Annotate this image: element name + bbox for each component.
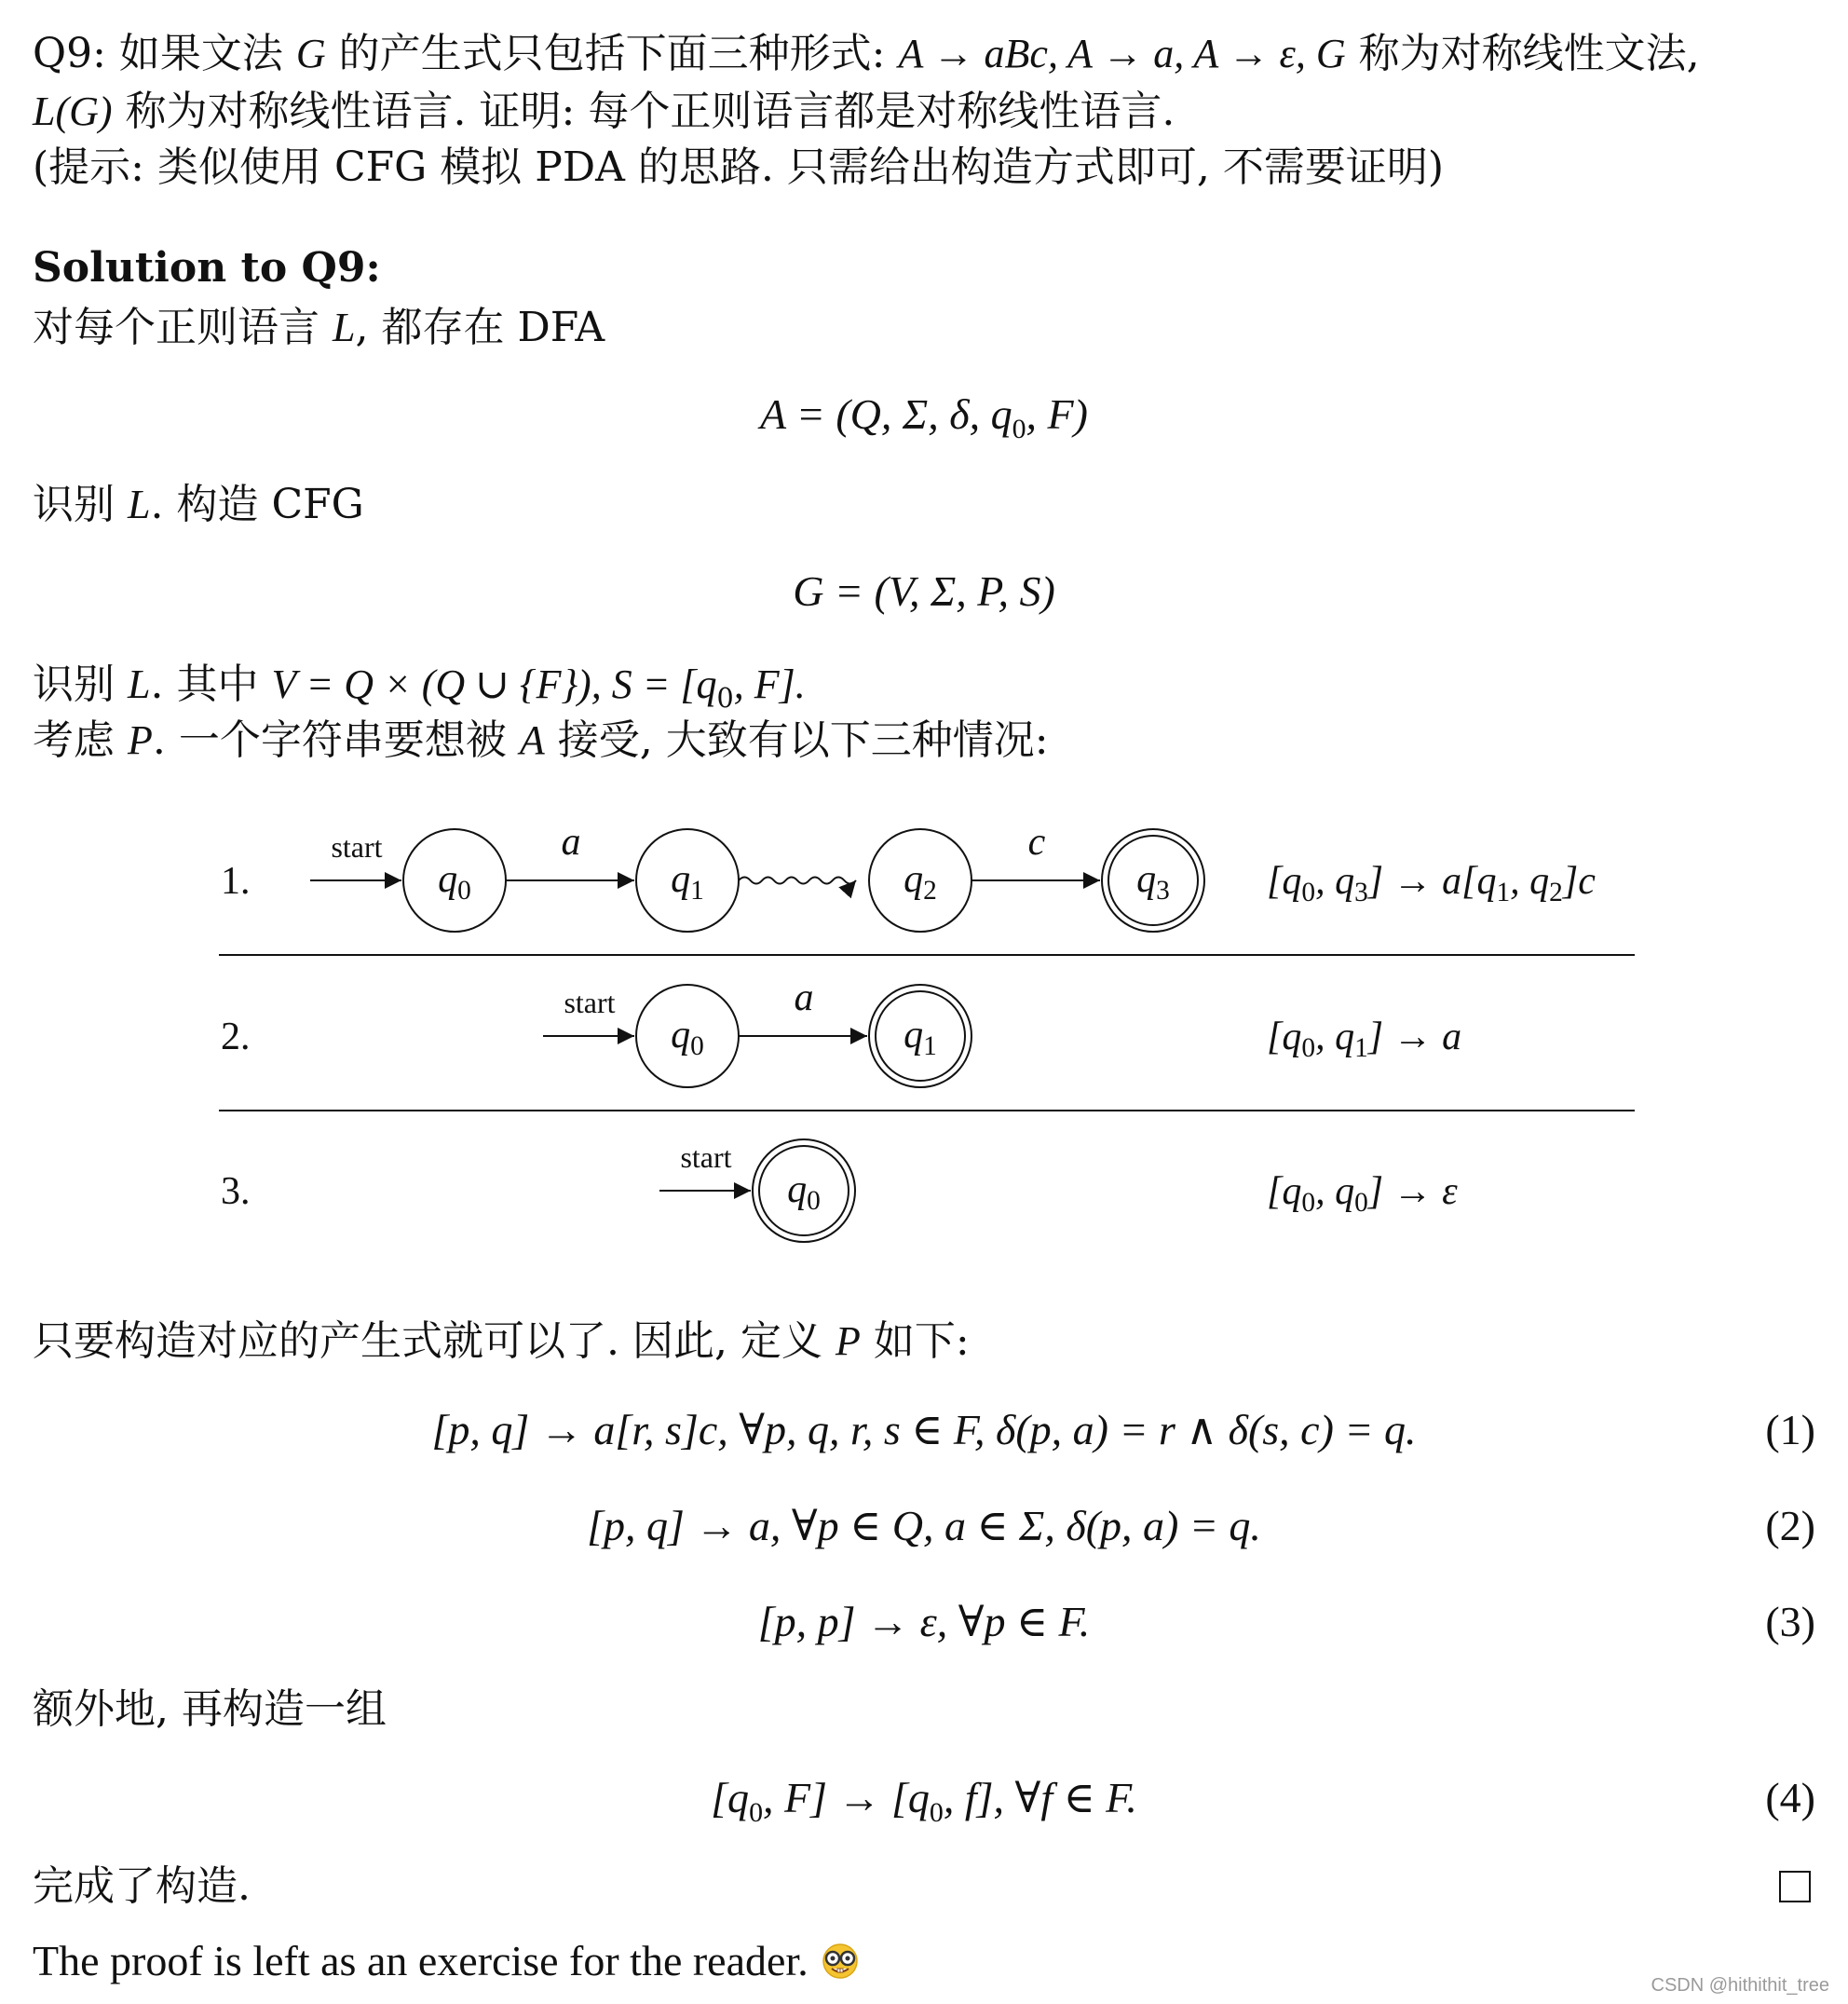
solution-para-6: 额外地, 再构造一组: [33, 1685, 387, 1733]
qed-square-icon: [1779, 1871, 1811, 1902]
case-1-state-q1-label: q1: [671, 858, 704, 906]
equation-2-number: (2): [1765, 1502, 1815, 1549]
solution-para-5: 只要构造对应的产生式就可以了. 因此, 定义 P 如下:: [33, 1317, 970, 1365]
case-2-edge-a-label: a: [794, 976, 814, 1019]
equation-4-number: (4): [1765, 1774, 1815, 1821]
solution-para-1: 对每个正则语言 L, 都存在 DFA: [33, 304, 605, 351]
nerd-face-icon: [819, 1942, 862, 1979]
case-1-rule: [q0, q3] → a[q1, q2]c: [1267, 860, 1596, 907]
case-2-state-q1-label: q1: [904, 1014, 937, 1061]
case-3-start-label: start: [680, 1140, 732, 1174]
case-1-state-q2-label: q2: [904, 858, 937, 906]
equation-2-body: [p, q] → a, ∀p ∈ Q, a ∈ Σ, δ(p, a) = q.: [587, 1502, 1261, 1549]
solution-para-7: 完成了构造.: [33, 1862, 251, 1910]
equation-1-number: (1): [1765, 1406, 1815, 1453]
equation-4-body: [$q_0$, $F] \to [q_0$, f], ∀f ∈ F.: [711, 1774, 1137, 1829]
case-1-state-q0-label: q0: [438, 858, 471, 906]
solution-para-2: 识别 L. 构造 CFG: [33, 481, 364, 528]
automaton-cases-diagram: [0, 801, 1848, 1286]
solution-heading: Solution to Q9:: [33, 244, 381, 292]
equation-3: [0, 1589, 1848, 1655]
case-3-rule: [q0, q0] → ε: [1267, 1170, 1458, 1218]
case-3-number: 3.: [221, 1170, 251, 1213]
case-1-edge-c-label: c: [1027, 821, 1046, 864]
equation-4: [0, 1765, 1848, 1831]
case-1-path-squiggle: [739, 878, 856, 884]
case-2-rule: [q0, q1] → a: [1267, 1016, 1462, 1063]
closing-remark: The proof is left as an exercise for the reader.: [33, 1933, 862, 1989]
case-2-start-label: start: [564, 986, 616, 1019]
case-1-start-label: start: [331, 830, 383, 864]
case-2-state-q0-label: q0: [671, 1014, 704, 1061]
case-3-state-q0-label: q0: [787, 1168, 821, 1216]
question-line-2: L(G) 称为对称线性语言. 证明: 每个正则语言都是对称线性语言.: [33, 88, 1175, 135]
equation-3-body: [p, p] → ε, ∀p ∈ F.: [757, 1598, 1091, 1645]
watermark: CSDN @hithithit_tree: [1651, 1975, 1829, 1996]
question-line-1: Q9: 如果文法 G 的产生式只包括下面三种形式: A → aBc, A → a, A → ε, G 称为对称线性文法,: [33, 30, 1700, 77]
equation-1: [0, 1397, 1848, 1463]
equation-cfg: G = (V, Σ, P, S): [793, 567, 1055, 615]
case-1-state-q3-label: q3: [1136, 858, 1170, 906]
equation-1-body: [p, q] → a[r, s]c, ∀p, q, r, s ∈ F, δ(p, a) = r ∧ δ(s, c) = q.: [431, 1406, 1417, 1453]
question-hint: (提示: 类似使用 CFG 模拟 PDA 的思路. 只需给出构造方式即可, 不需要证明): [33, 143, 1445, 191]
solution-para-3: 识别 L. 其中 V = Q × (Q ∪ {F}), $S = [q_0$, F].: [33, 661, 806, 714]
equation-dfa: A = (Q, Σ, δ, $q_0$, F): [760, 390, 1088, 445]
case-1-number: 1.: [221, 860, 251, 903]
case-2-number: 2.: [221, 1016, 251, 1058]
case-1-edge-a-label: a: [561, 821, 581, 864]
equation-3-number: (3): [1765, 1598, 1815, 1645]
solution-para-4: 考虑 P. 一个字符串要想被 A 接受, 大致有以下三种情况:: [33, 716, 1049, 764]
equation-2: [0, 1493, 1848, 1559]
